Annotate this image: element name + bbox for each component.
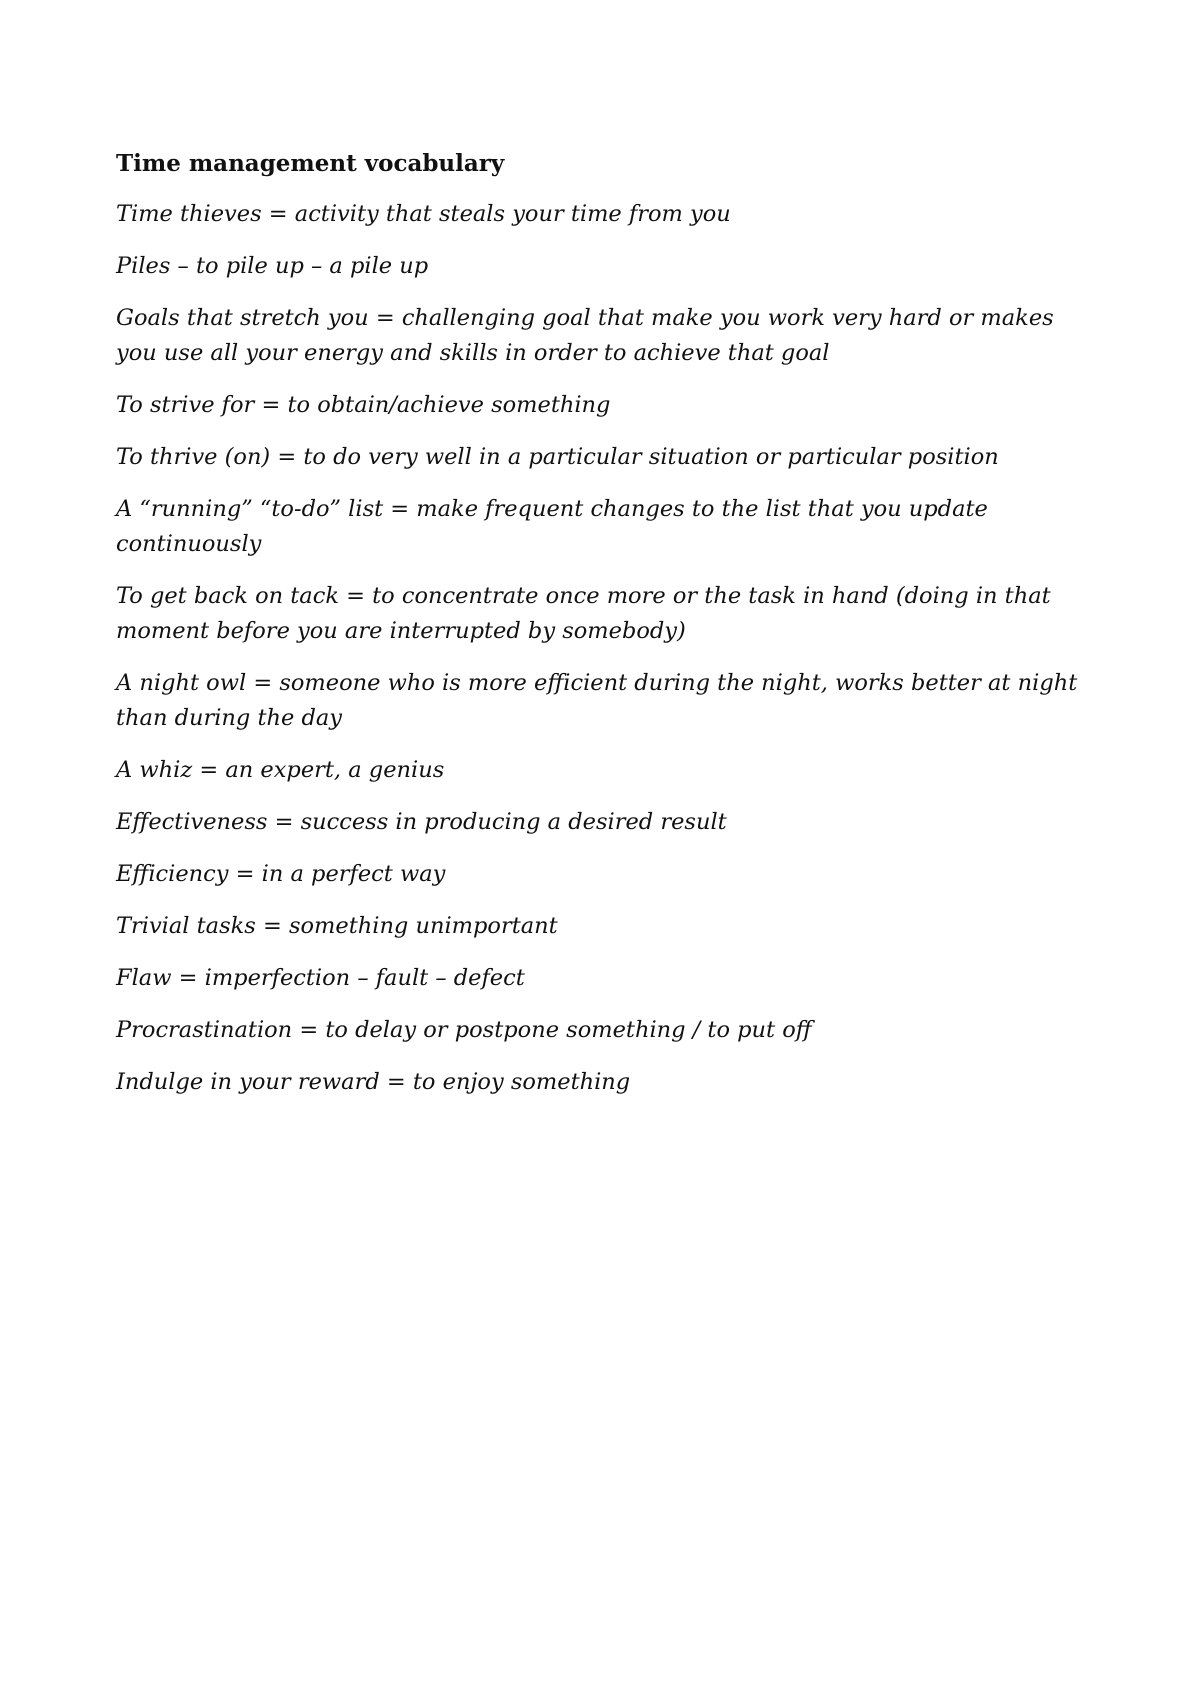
vocabulary-entry: A night owl = someone who is more efficient during the night, works better at night than during the day bbox=[116, 670, 1078, 731]
vocabulary-entry: Procrastination = to delay or postpone something / to put off bbox=[116, 1017, 812, 1043]
vocabulary-entry: To strive for = to obtain/achieve something bbox=[116, 392, 611, 418]
vocabulary-entry: Trivial tasks = something unimportant bbox=[116, 913, 558, 939]
vocabulary-entry: A whiz = an expert, a genius bbox=[116, 757, 445, 783]
vocabulary-entry: Time thieves = activity that steals your time from you bbox=[116, 201, 731, 227]
vocabulary-entry: Indulge in your reward = to enjoy something bbox=[116, 1069, 631, 1095]
vocabulary-entry: Efficiency = in a perfect way bbox=[116, 861, 446, 887]
vocabulary-entry: To get back on tack = to concentrate once more or the task in hand (doing in that moment before you are interrupted by somebody) bbox=[116, 583, 1051, 644]
document-title: Time management vocabulary bbox=[116, 150, 505, 177]
vocabulary-entry: Piles – to pile up – a pile up bbox=[116, 253, 429, 279]
vocabulary-entry: Goals that stretch you = challenging goal that make you work very hard or makes you use all your energy and skills in order to achieve that goal bbox=[116, 305, 1054, 366]
vocabulary-section bbox=[116, 146, 1096, 1117]
vocabulary-entry: A “running” “to-do” list = make frequent changes to the list that you update continuously bbox=[116, 496, 988, 557]
vocabulary-entry: Effectiveness = success in producing a desired result bbox=[116, 809, 727, 835]
vocabulary-entry: To thrive (on) = to do very well in a particular situation or particular position bbox=[116, 444, 999, 470]
vocabulary-entry: Flaw = imperfection – fault – defect bbox=[116, 965, 525, 991]
